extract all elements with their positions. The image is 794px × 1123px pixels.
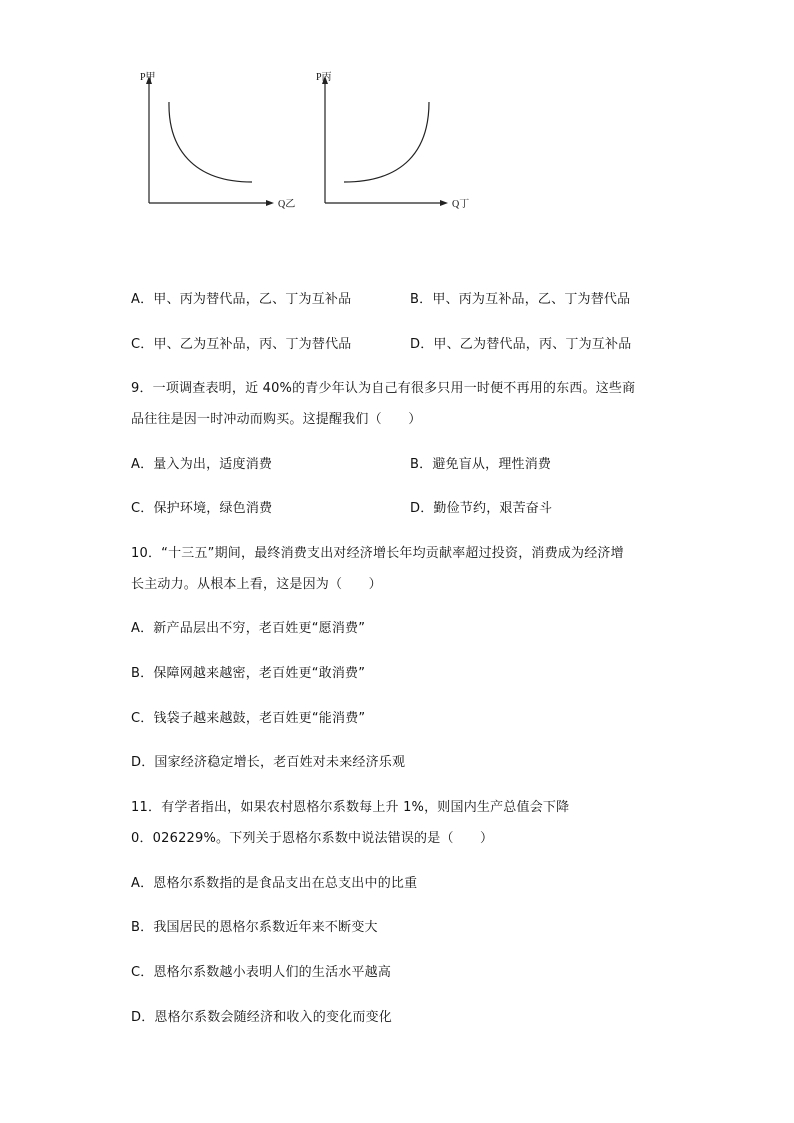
q11-stem-line-2: 0．026229%。下列关于恩格尔系数中说法错误的是（ ） (131, 831, 494, 846)
q10-option-c: C．钱袋子越来越鼓，老百姓更“能消费” (131, 711, 366, 726)
graph-1-demand-curve (169, 102, 252, 182)
q11-option-b: B．我国居民的恩格尔系数近年来不断变大 (131, 920, 378, 935)
q11-option-a: A．恩格尔系数指的是食品支出在总支出中的比重 (131, 876, 418, 891)
graph-price-bing-quantity-ding (314, 70, 470, 215)
q9-option-a: A．量入为出，适度消费 (131, 457, 273, 472)
graph-1-x-label: Q乙 (278, 199, 296, 210)
q8-option-a: A．甲、丙为替代品，乙、丁为互补品 (131, 292, 352, 307)
graph-2-y-label: P丙 (316, 72, 332, 83)
graph-2-axes (314, 70, 464, 215)
q10-stem-line-1: 10．“十三五”期间，最终消费支出对经济增长年均贡献率超过投资，消费成为经济增 (131, 546, 624, 561)
graph-2-curve (344, 102, 429, 182)
q8-option-d: D．甲、乙为替代品，丙、丁为互补品 (410, 337, 632, 352)
graph-2-x-label: Q丁 (452, 199, 470, 210)
graph-1-y-label: P甲 (140, 72, 156, 83)
graph-2-x-arrow (440, 200, 448, 206)
graph-price-jia-quantity-yi (138, 70, 296, 215)
q9-stem-line-1: 9．一项调查表明，近 40%的青少年认为自己有很多只用一时便不再用的东西。这些商 (131, 381, 636, 396)
q9-option-b: B．避免盲从，理性消费 (410, 457, 552, 472)
q11-option-d: D．恩格尔系数会随经济和收入的变化而变化 (131, 1010, 393, 1025)
graph-1-x-arrow (266, 200, 274, 206)
q10-option-b: B．保障网越来越密，老百姓更“敢消费” (131, 666, 366, 681)
q11-stem-line-1: 11．有学者指出，如果农村恩格尔系数每上升 1%，则国内生产总值会下降 (131, 800, 570, 815)
q10-option-d: D．国家经济稳定增长，老百姓对未来经济乐观 (131, 755, 406, 770)
graph-1-axes (138, 70, 288, 215)
q11-option-c: C．恩格尔系数越小表明人们的生活水平越高 (131, 965, 392, 980)
q8-option-c: C．甲、乙为互补品，丙、丁为替代品 (131, 337, 352, 352)
q8-option-b: B．甲、丙为互补品，乙、丁为替代品 (410, 292, 631, 307)
q10-option-a: A．新产品层出不穷，老百姓更“愿消费” (131, 621, 366, 636)
q9-option-c: C．保护环境，绿色消费 (131, 501, 273, 516)
q9-option-d: D．勤俭节约，艰苦奋斗 (410, 501, 553, 516)
q9-stem-line-2: 品往往是因一时冲动而购买。这提醒我们（ ） (131, 412, 422, 427)
q10-stem-line-2: 长主动力。从根本上看，这是因为（ ） (131, 577, 382, 592)
